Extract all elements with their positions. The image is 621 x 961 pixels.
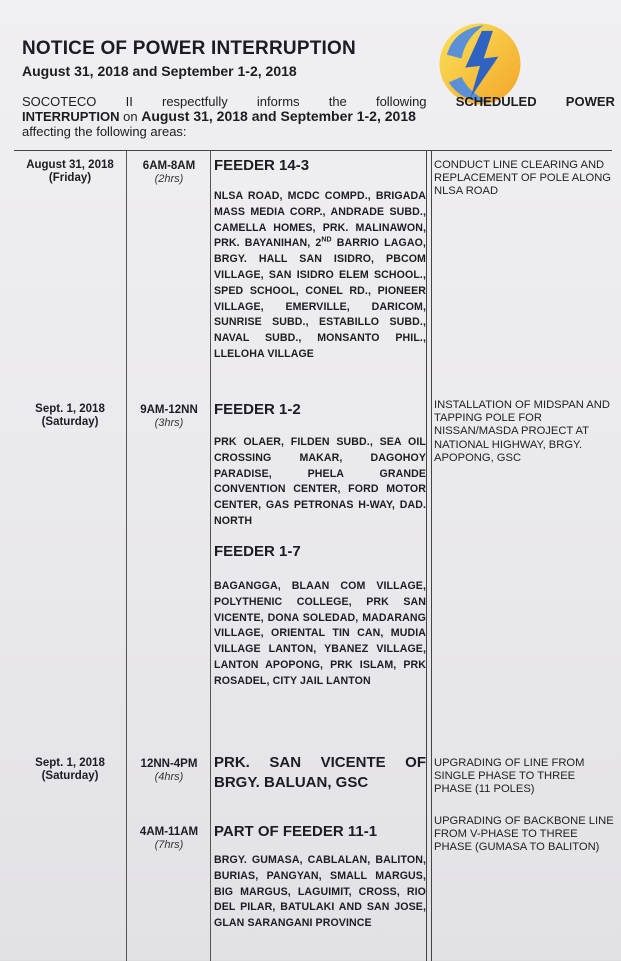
schedule-time [124,825,214,852]
schedule-date [14,757,126,783]
feeder-title: PART OF FEEDER 11-1 [214,823,378,840]
day-text: (Friday) [48,172,92,184]
duration-text: (7hrs) [154,839,184,851]
page-title: NOTICE OF POWER INTERRUPTION [22,38,356,59]
remarks-text: CONDUCT LINE CLEARING AND REPLACEMENT OF POLE ALONG NLSA ROAD [434,159,611,198]
duration-text: (2hrs) [154,173,184,185]
intro-text [22,94,615,139]
intro-bold-start: INTERRUPTION [22,109,120,124]
affected-areas: BAGANGGA, BLAAN COM VILLAGE, POLYTHENIC COLLEGE, PRK SAN VICENTE, DONA SOLEDAD, MADARANG VILLAGE, ORIENTAL TIN CAN, MUDIA VILLAGE LANTON, YBANEZ VILLAGE, LANTON APOPONG, PRK ISLAM, PRK ROSADEL, CITY JAIL LANTON [214,580,426,687]
remarks-text: UPGRADING OF LINE FROM SINGLE PHASE TO THREE PHASE (11 POLES) [434,757,585,796]
time-text: 12NN-4PM [140,758,198,770]
intro-word: the [328,94,347,109]
intro-word: II [125,94,133,109]
date-text: August 31, 2018 [26,159,114,171]
page-subtitle: August 31, 2018 and September 1-2, 2018 [22,63,297,79]
duration-text: (3hrs) [154,417,184,429]
intro-on: on [123,109,138,124]
remarks-text: INSTALLATION OF MIDSPAN AND TAPPING POLE FOR NISSAN/MASDA PROJECT AT NATIONAL HIGHWAY, BRGY. APOPONG, GSC [434,399,610,464]
day-text: (Saturday) [41,416,99,428]
intro-dates: August 31, 2018 and September 1-2, 2018 [141,108,416,124]
column-divider [426,151,432,961]
feeder-title: FEEDER 1-7 [214,543,301,560]
intro-word: respectfully [161,94,228,109]
schedule-time [124,403,214,430]
feeder-title: FEEDER 14-3 [214,157,310,174]
intro-word: POWER [565,94,615,109]
time-text: 4AM-11AM [139,826,199,838]
ordinal-suffix: ND [321,236,332,244]
intro-word: following [375,94,427,109]
remarks-text: UPGRADING OF BACKBONE LINE FROM V-PHASE TO THREE PHASE (GUMASA TO BALITON) [434,815,614,854]
intro-word: SOCOTECO [22,94,97,109]
date-text: Sept. 1, 2018 [35,403,105,415]
schedule-date [14,159,126,185]
schedule-time [124,757,214,784]
feeder-title: FEEDER 1-2 [214,401,301,418]
areas-text: BARRIO LAGAO, BRGY. HALL SAN ISIDRO, PBCOM VILLAGE, SAN ISIDRO ELEM SCHOOL., SPED SCHOOL, CONEL RD., PIONEER VILLAGE, EMERVILLE, DARICOM, SUNRISE SUBD., ESTABILLO SUBD., NAVAL SUBD., MONSANTO PHIL., LLELOHA VILLAGE [214,237,426,360]
duration-text: (4hrs) [154,771,184,783]
intro-word: informs [256,94,300,109]
schedule-date [14,403,126,429]
date-text: Sept. 1, 2018 [35,757,105,769]
time-text: 6AM-8AM [142,160,196,172]
affected-areas: BRGY. GUMASA, CABLALAN, BALITON, BURIAS, PANGYAN, SMALL MARGUS, BIG MARGUS, LAGUIMIT, CROSS, RIO DEL PILAR, BATULAKI AND SAN JOSE, GLAN SARANGANI PROVINCE [214,854,426,930]
intro-word: SCHEDULED [455,94,537,109]
day-text: (Saturday) [41,770,99,782]
affected-areas [214,189,426,363]
schedule-table [14,150,612,961]
intro-line3: affecting the following areas: [22,124,187,139]
time-text: 9AM-12NN [140,404,198,416]
affected-areas: PRK OLAER, FILDEN SUBD., SEA OIL CROSSING MAKAR, DAGOHOY PARADISE, PHELA GRANDE CONVENTION CENTER, FORD MOTOR CENTER, GAS PETRONAS H-WAY, DAD. NORTH [214,436,426,527]
feeder-title: PRK. SAN VICENTE OF BRGY. BALUAN, GSC [214,754,426,791]
areas-text: NLSA ROAD, MCDC COMPD., BRIGADA MASS MEDIA CORP., ANDRADE SUBD., CAMELLA HOMES, PRK. MALINAWON, PRK. BAYANIHAN, 2 [214,190,426,250]
schedule-time [124,159,214,186]
